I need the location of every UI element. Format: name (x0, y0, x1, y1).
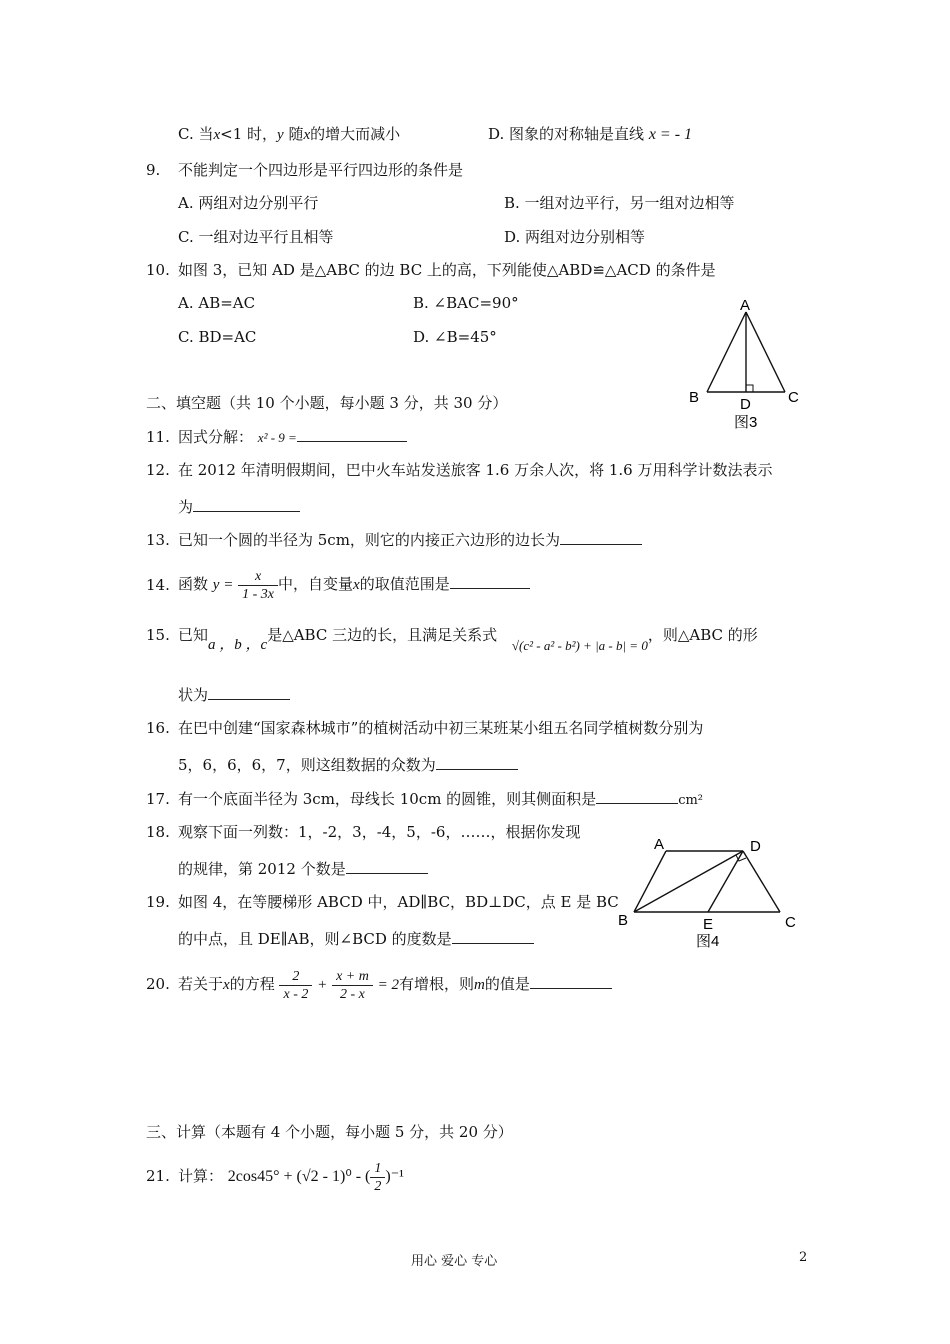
q8-option-d (488, 124, 692, 145)
q14-post: 中，自变量 (278, 575, 354, 593)
q13-stem: 已知一个圆的半径为 5cm，则它的内接正六边形的边长为 (178, 531, 560, 549)
q14-body (178, 564, 530, 605)
q21-math-end: )⁻¹ (385, 1168, 404, 1185)
q11-number: 11. (146, 428, 170, 446)
q19-cont (178, 929, 534, 949)
q16-number: 16. (146, 719, 170, 737)
q18-cont (178, 859, 428, 879)
q20-var-m: m (474, 977, 485, 993)
q20-number: 20. (146, 975, 170, 993)
q10-number: 10. (146, 261, 170, 279)
q17-answer-blank[interactable] (596, 789, 678, 804)
q16-stem: 在巴中创建“国家森林城市”的植树活动中初三某班某小组五名同学植树数分别为 (178, 719, 704, 737)
q13-answer-blank[interactable] (560, 530, 642, 545)
q15-number: 15. (146, 626, 170, 644)
q15-mid: 是△ABC 三边的长，且满足关系式 (267, 626, 498, 644)
q9-option-c: C. 一组对边平行且相等 (178, 228, 334, 246)
fig4-label-c: C (785, 914, 796, 931)
q18-answer-blank[interactable] (346, 859, 428, 874)
q11-stem: 因式分解： (178, 428, 254, 446)
page-number: 2 (799, 1250, 808, 1265)
q14-math-y: y = (212, 577, 234, 593)
q20-body (178, 963, 612, 1006)
q14-answer-blank[interactable] (450, 574, 530, 589)
q20-f1-num: 2 (279, 968, 312, 986)
q15-pre: 已知 (178, 626, 209, 644)
q15-body (178, 625, 758, 653)
q19-stem: 如图 4，在等腰梯形 ABCD 中，AD∥BC，BD⊥DC，点 E 是 BC (178, 893, 619, 911)
q21-frac-num: 1 (370, 1160, 385, 1178)
q12-number: 12. (146, 461, 170, 479)
q20-answer-blank[interactable] (530, 974, 612, 989)
q14-fraction (238, 568, 278, 603)
q15-cont (178, 685, 290, 705)
q21-pre: 计算： (178, 1167, 224, 1185)
q20-f2-num: x + m (332, 968, 373, 986)
q12-stem: 在 2012 年清明假期间，巴中火车站发送旅客 1.6 万余人次，将 1.6 万用科学计数法表示 (178, 461, 773, 479)
q18-cont-text: 的规律，第 2012 个数是 (178, 860, 346, 878)
q17-unit: cm² (678, 793, 704, 808)
q11-answer-blank[interactable] (297, 427, 407, 442)
q13-body (178, 530, 642, 550)
figure-3-triangle (680, 296, 810, 436)
q12-answer-blank[interactable] (193, 497, 300, 512)
q10-option-d: D. ∠B=45° (413, 328, 497, 346)
q15-math: √(c² - a² - b²) + |a - b| = 0 (511, 638, 648, 653)
q12-cont (178, 497, 300, 517)
q8-option-c-mid: <1 时， (220, 125, 278, 143)
q16-cont (178, 755, 518, 775)
fig4-label-e: E (703, 916, 714, 933)
q20-fraction-2 (332, 968, 373, 1003)
q15-answer-blank[interactable] (208, 685, 290, 700)
q8-option-c-end: 的增大而减小 (310, 125, 401, 143)
q8-option-d-math: x = - 1 (648, 126, 693, 143)
q20-plus: + (317, 977, 328, 993)
q20-fraction-1 (279, 968, 312, 1003)
q8-var-y: y (277, 127, 284, 143)
q19-answer-blank[interactable] (452, 929, 534, 944)
fig4-label-b: B (618, 912, 629, 929)
q21-fraction (370, 1160, 385, 1195)
section-2-title: 二、填空题（共 10 个小题，每小题 3 分，共 30 分） (146, 394, 508, 412)
q20-pre: 若关于 (178, 975, 224, 993)
q14-number: 14. (146, 576, 170, 594)
q20-var: x (223, 977, 230, 993)
q8-option-d-prefix: D. 图象的对称轴是直线 (488, 125, 645, 143)
footer-motto: 用心 爱心 专心 (411, 1254, 498, 1269)
q17-number: 17. (146, 790, 170, 808)
q21-frac-den: 2 (374, 1178, 382, 1194)
fig3-label-c: C (788, 389, 799, 406)
fig3-label-b: B (689, 389, 700, 406)
q9-option-d: D. 两组对边分别相等 (504, 228, 646, 246)
q16-answer-blank[interactable] (436, 755, 518, 770)
q15-post: ，则△ABC 的形 (647, 626, 758, 644)
q15-vars: a ，b ，c (208, 637, 268, 653)
section-3-title: 三、计算（本题有 4 个小题，每小题 5 分，共 20 分） (146, 1123, 513, 1141)
q13-number: 13. (146, 531, 170, 549)
figure-4-trapezoid (610, 832, 810, 956)
q14-pre: 函数 (178, 575, 209, 593)
q18-number: 18. (146, 823, 170, 841)
q8-option-c-prefix: C. 当 (178, 125, 214, 143)
q19-number: 19. (146, 893, 170, 911)
q20-post2: 的值是 (484, 975, 530, 993)
fig4-label-a: A (654, 836, 665, 853)
q14-post2: 的取值范围是 (359, 575, 450, 593)
q20-f1-den: x - 2 (283, 986, 309, 1002)
fig4-label-d: D (750, 838, 761, 855)
q10-option-b: B. ∠BAC=90° (413, 294, 519, 312)
q14-frac-den: 1 - 3x (242, 586, 274, 602)
q14-frac-num: x (238, 568, 278, 586)
q20-mid: 的方程 (229, 975, 275, 993)
q20-eq: = 2 (377, 977, 399, 993)
q21-math: 2cos45° + (√2 - 1)⁰ - ( (227, 1168, 371, 1185)
q9-option-a: A. 两组对边分别平行 (178, 194, 319, 212)
q21-number: 21. (146, 1167, 170, 1185)
q19-cont-text: 的中点，且 DE∥AB，则∠BCD 的度数是 (178, 930, 452, 948)
fig4-caption: 图4 (696, 933, 720, 950)
q14-var: x (353, 577, 360, 593)
q9-stem: 不能判定一个四边形是平行四边形的条件是 (178, 161, 464, 179)
fig3-caption: 图3 (734, 414, 758, 431)
fig3-label-d: D (740, 396, 751, 413)
q20-post: 有增根，则 (399, 975, 475, 993)
q10-option-a: A. AB=AC (178, 294, 256, 312)
q16-cont-text: 5，6，6，6，7，则这组数据的众数为 (178, 756, 436, 774)
q10-option-c: C. BD=AC (178, 328, 257, 346)
q17-stem: 有一个底面半径为 3cm，母线长 10cm 的圆锥，则其侧面积是 (178, 790, 597, 808)
q11-body (178, 427, 407, 448)
q10-stem: 如图 3，已知 AD 是△ABC 的边 BC 上的高，下列能使△ABD≌△ACD 的条件是 (178, 261, 716, 279)
q8-option-c-mid2: 随 (283, 125, 304, 143)
q11-math: x² - 9 = (257, 430, 297, 445)
q21-body (178, 1155, 404, 1198)
q17-body (178, 789, 703, 811)
q18-stem: 观察下面一列数：1，-2，3，-4，5，-6，……，根据你发现 (178, 823, 581, 841)
q9-number: 9. (146, 161, 161, 179)
q8-option-c (178, 124, 400, 145)
q15-cont-text: 状为 (178, 686, 209, 704)
q8-var-x: x (213, 127, 221, 143)
q8-var-x2: x (303, 127, 311, 143)
q12-cont-text: 为 (178, 498, 194, 516)
fig3-label-a: A (740, 297, 751, 314)
q20-f2-den: 2 - x (340, 986, 365, 1002)
q9-option-b: B. 一组对边平行，另一组对边相等 (504, 194, 735, 212)
